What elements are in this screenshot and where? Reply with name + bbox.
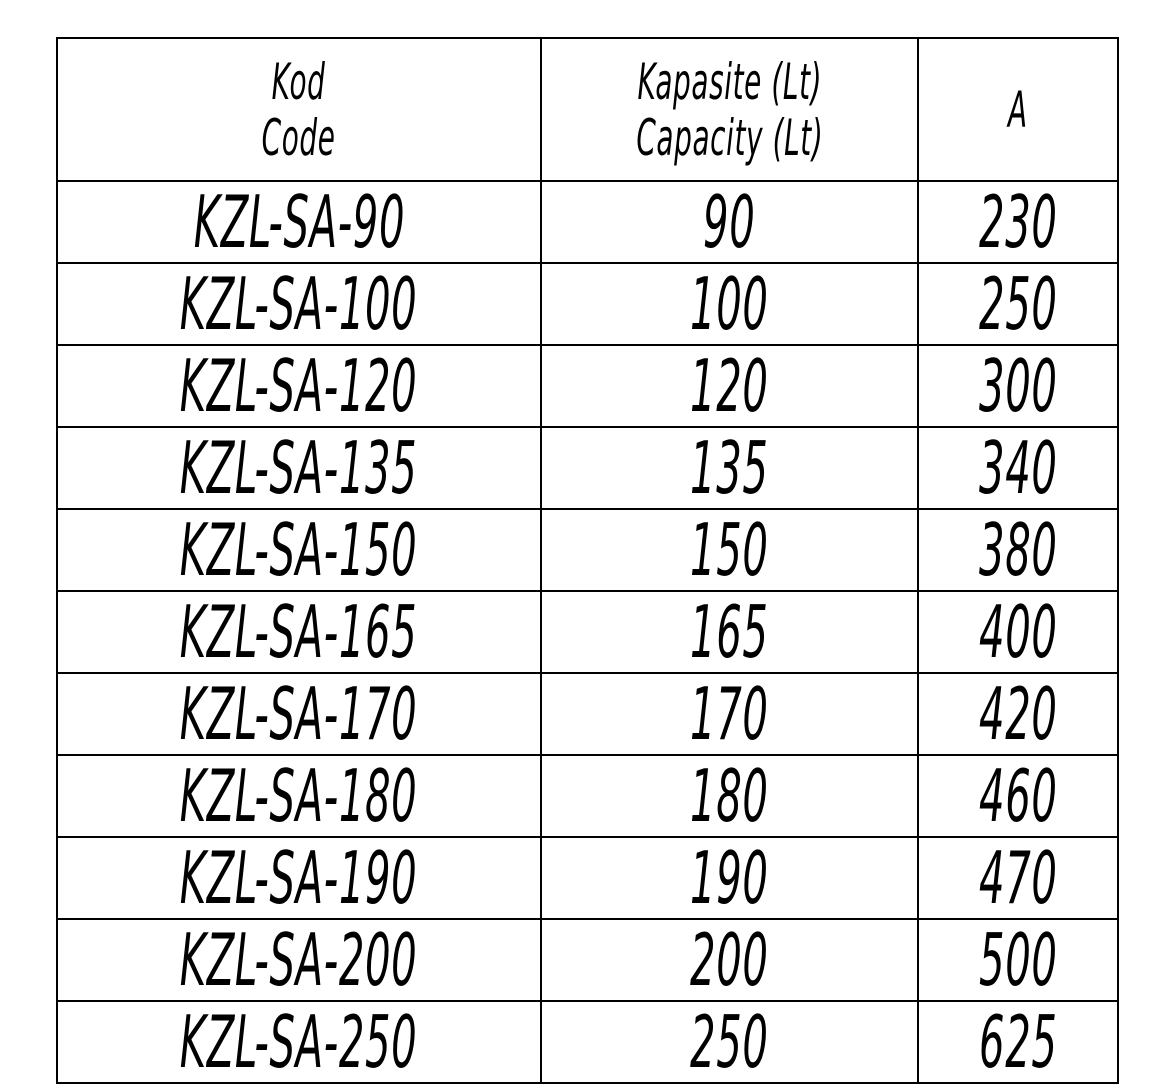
- code-value: KZL-SA-180: [180, 755, 418, 837]
- code-value: KZL-SA-90: [193, 181, 405, 263]
- a-value: 470: [978, 837, 1058, 919]
- table-row: [57, 919, 1118, 1001]
- cell-a: [918, 919, 1118, 1001]
- header-a-label: A: [1008, 80, 1028, 139]
- capacity-value: 120: [690, 345, 769, 427]
- cell-code: [57, 345, 541, 427]
- cell-a: [918, 1001, 1118, 1083]
- code-value: KZL-SA-135: [180, 427, 418, 509]
- cell-code: [57, 591, 541, 673]
- table-row: [57, 181, 1118, 263]
- a-value: 460: [978, 755, 1058, 837]
- capacity-value: 165: [690, 591, 769, 673]
- a-value: 420: [978, 673, 1058, 755]
- cell-a: [918, 591, 1118, 673]
- code-value: KZL-SA-100: [180, 263, 418, 345]
- cell-code: [57, 755, 541, 837]
- table-row: [57, 755, 1118, 837]
- code-value: KZL-SA-200: [180, 919, 418, 1001]
- code-value: KZL-SA-150: [180, 509, 418, 591]
- capacity-value: 170: [690, 673, 769, 755]
- header-code-line1: Kod: [272, 52, 326, 111]
- a-value: 380: [978, 509, 1058, 591]
- code-value: KZL-SA-250: [180, 1001, 418, 1083]
- cell-capacity: [541, 919, 918, 1001]
- capacity-value: 150: [690, 509, 769, 591]
- cell-capacity: [541, 263, 918, 345]
- cell-capacity: [541, 837, 918, 919]
- cell-a: [918, 673, 1118, 755]
- cell-capacity: [541, 509, 918, 591]
- code-value: KZL-SA-170: [180, 673, 418, 755]
- cell-a: [918, 837, 1118, 919]
- cell-a: [918, 755, 1118, 837]
- a-value: 625: [978, 1001, 1058, 1083]
- cell-capacity: [541, 1001, 918, 1083]
- capacity-value: 190: [690, 837, 769, 919]
- cell-a: [918, 509, 1118, 591]
- cell-a: [918, 263, 1118, 345]
- code-value: KZL-SA-165: [180, 591, 418, 673]
- cell-a: [918, 345, 1118, 427]
- cell-code: [57, 837, 541, 919]
- code-value: KZL-SA-120: [180, 345, 418, 427]
- table-row: [57, 673, 1118, 755]
- capacity-value: 135: [690, 427, 769, 509]
- cell-capacity: [541, 427, 918, 509]
- cell-code: [57, 673, 541, 755]
- a-value: 230: [978, 181, 1058, 263]
- capacity-value: 90: [703, 181, 756, 263]
- table-row: [57, 345, 1118, 427]
- capacity-value: 100: [690, 263, 769, 345]
- code-value: KZL-SA-190: [180, 837, 418, 919]
- header-capacity: [541, 38, 918, 181]
- cell-capacity: [541, 755, 918, 837]
- cell-capacity: [541, 345, 918, 427]
- cell-code: [57, 263, 541, 345]
- header-code: [57, 38, 541, 181]
- table-row: [57, 509, 1118, 591]
- table-row: [57, 1001, 1118, 1083]
- a-value: 300: [978, 345, 1058, 427]
- cell-code: [57, 181, 541, 263]
- header-a: [918, 38, 1118, 181]
- cell-code: [57, 427, 541, 509]
- table-row: [57, 427, 1118, 509]
- capacity-value: 180: [690, 755, 769, 837]
- table-header-row: [57, 38, 1118, 181]
- cell-code: [57, 1001, 541, 1083]
- table-row: [57, 591, 1118, 673]
- table-row: [57, 837, 1118, 919]
- a-value: 340: [978, 427, 1058, 509]
- a-value: 400: [978, 591, 1058, 673]
- a-value: 500: [978, 919, 1058, 1001]
- cell-code: [57, 509, 541, 591]
- cell-capacity: [541, 181, 918, 263]
- capacity-value: 250: [690, 1001, 769, 1083]
- header-capacity-line1: Kapasite (Lt): [637, 52, 822, 111]
- spec-table: [56, 37, 1119, 1084]
- cell-a: [918, 427, 1118, 509]
- header-code-line2: Code: [262, 108, 336, 167]
- cell-code: [57, 919, 541, 1001]
- capacity-value: 200: [690, 919, 769, 1001]
- cell-a: [918, 181, 1118, 263]
- table-row: [57, 263, 1118, 345]
- a-value: 250: [978, 263, 1058, 345]
- header-capacity-line2: Capacity (Lt): [635, 108, 824, 167]
- cell-capacity: [541, 591, 918, 673]
- cell-capacity: [541, 673, 918, 755]
